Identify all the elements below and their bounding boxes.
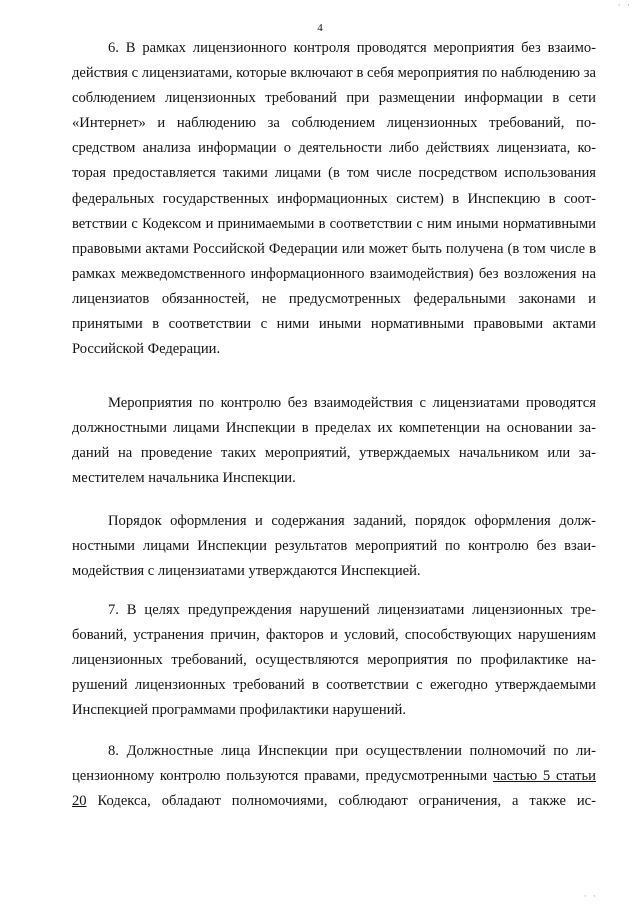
paragraph-7 bbox=[72, 598, 596, 723]
paragraph-8 bbox=[72, 739, 596, 814]
paragraph-no-interaction-measures-text: Мероприятия по контролю без взаимодействия с лицензиатами проводятся должностными лицами Инспекции в пределах их компетенции на основании заданий на проведение таких мероприятий, утверждаемых начальником или заместителем начальника Инспекции. bbox=[72, 395, 596, 487]
page-number: 4 bbox=[317, 22, 323, 34]
paragraph-7-text: 7. В целях предупреждения нарушений лицензиатами лицензионных требований, устранения причин, факторов и условий, способствующих нарушениям лицензионных требований, осуществляются мероприятия по профилактике нарушений лицензионных требований в соответствии с ежегодно утверждаемыми Инспекцией программами профилактики нарушений. bbox=[72, 602, 596, 719]
paragraph-8-text-before-link: 8. Должностные лица Инспекции при осуществлении полномочий по лицензионному контролю пользуются правами, предусмотренными bbox=[72, 743, 596, 785]
scan-corner-mark-bottom: · · bbox=[583, 891, 598, 901]
paragraph-task-procedure bbox=[72, 509, 596, 584]
paragraph-no-interaction-measures bbox=[72, 391, 596, 491]
scan-corner-mark: · · bbox=[617, 0, 632, 10]
paragraph-6 bbox=[72, 36, 596, 362]
statute-article-link[interactable]: частью 5 статьи 20 bbox=[72, 768, 596, 810]
paragraph-8-text-after-link: Кодекса, обладают полномочиями, соблюдают ограничения, а также ис- bbox=[86, 793, 596, 810]
paragraph-8-text bbox=[72, 739, 596, 814]
paragraph-6-text: 6. В рамках лицензионного контроля проводятся мероприятия без взаимодействия с лицензиатами, которые включают в себя мероприятия по наблюдению за соблюдением лицензионных требований при размещении информации в сети «Интернет» и наблюдению за соблюдением лицензионных требований, посредством анализа информации о деятельности либо действиях лицензиата, которая предоставляется такими лицами (в том числе посредством использования федеральных государственных информационных систем) в Инспекцию в соответствии с Кодексом и принимаемыми в соответствии с ним иными нормативными правовыми актами Российской Федерации или может быть получена (в том числе в рамках межведомственного информационного взаимодействия) без возложения на лицензиатов обязанностей, не предусмотренных федеральными законами и принятыми в соответствии с ними иными нормативными правовыми актами Российской Федерации. bbox=[72, 40, 596, 358]
paragraph-task-procedure-text: Порядок оформления и содержания заданий, порядок оформления должностными лицами Инспекции результатов мероприятий по контролю без взаимодействия с лицензиатами утверждаются Инспекцией. bbox=[72, 513, 596, 580]
